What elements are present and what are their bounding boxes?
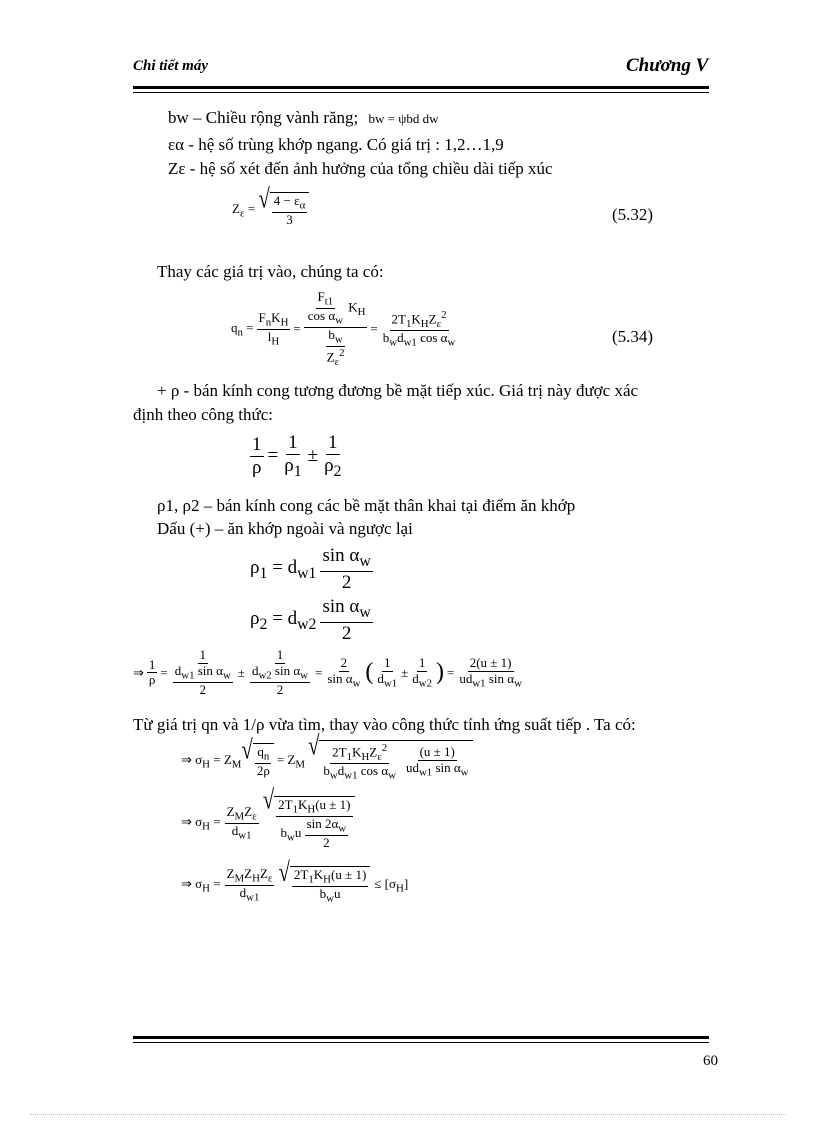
header-rule-thin [133,92,709,93]
header-right-chapter: Chương V [626,55,709,76]
rho12-definition: ρ1, ρ2 – bán kính cong các bề mặt thân khai tại điểm ăn khớp [157,496,576,515]
bw-definition-text: bw – Chiều rộng vành răng; [168,108,359,127]
footer-rule-thick [133,1036,709,1039]
sigma-formula-3: ⇒ $\sigma_H$ = $\frac{Z_MZ_HZ_\varepsilon}{d_{w1}}$ √ $\frac{2T_1K_H(u \pm 1)}{b_wu}$ ≤ $[\sigma_H]$ [181,857,409,905]
sqrt-symbol: √ $\frac{4 - \varepsilon_\alpha}{3}$ [258,192,309,228]
sigma-formula-2: ⇒ $\sigma_H$ = $\frac{Z_MZ_\varepsilon}{d_{w1}}$ √ $2T_1K_H(u \pm 1)$ $b_wu$ $\frac{\sin 2\alpha_w}{2}$ [181,796,355,851]
qn-formula: $q_n$ = $\frac{F_nK_H}{l_H}$ = $\frac{F_{t1}}{\cos \alpha_w}$ $K_H$ $\frac{b_w}{Z_\varepsilon^2}$ = $\frac{2T_1K_HZ_\varepsilon^2}{b_wd_{w1} \cos \alpha_w}$ [231,289,456,369]
from-values-text: Từ giá trị qn và 1/ρ vừa tìm, thay vào công thức tính ứng suất tiếp . Ta có: [133,715,636,734]
sign-definition: Dấu (+) – ăn khớp ngoài và ngược lại [157,519,413,538]
rho2-formula: $\rho_2 = d_{w2}$ $\frac{\sin \alpha_w}{2}$ [250,596,371,644]
z-epsilon-formula-text [0,0,1,1]
rho1-formula: $\rho_1 = d_{w1}$ $\frac{\sin \alpha_w}{2}$ [250,545,371,593]
rho-definition-line1: + ρ - bán kính cong tương đương bề mặt tiếp xúc. Giá trị này được xác [157,381,639,400]
z-epsilon-lhs: $Z_\varepsilon$ = [232,200,259,220]
page-bottom-dotted-line [30,1114,786,1115]
rho-definition-line2: định theo công thức: [133,405,273,424]
equation-number-532: (5.32) [612,205,654,224]
inverse-rho-formula: $\frac{1}{\rho}$ = $\frac{1}{\rho_1}$ ± $\frac{1}{\rho_2}$ [252,432,342,480]
z-epsilon-formula [232,184,309,228]
sigma-formula-1: ⇒ $\sigma_H = Z_M$ √ $\frac{q_n}{2\rho}$ = $Z_M$ √ $\frac{2T_1K_HZ_\varepsilon^2}{b_wd_{w1} \cos \alpha_w}$ $\frac{(u \pm 1)}{ud_{w1} \sin \alpha_w}$ [181,740,473,782]
inverse-rho-expanded-formula: ⇒ $\frac{1}{\rho}$ = $\frac{1}{\frac{d_{w1} \sin \alpha_w}{2}}$ ± $\frac{1}{\frac{d_{w2} \sin \alpha_w}{2}}$ = $\frac{2}{\sin \alpha_w}$ ( $\frac{1}{d_{w1}}$ ± $\frac{1}{d_{w2}}$ ) = $\frac{2(u \pm 1)}{ud_{w1} \sin \alpha_w}$ [133,647,522,697]
header-rule-thick [133,86,709,89]
page-number: 60 [703,1053,718,1069]
epsilon-definition: εα - hệ số trùng khớp ngang. Có giá trị : 1,2…1,9 [168,135,504,154]
footer-rule-thin [133,1042,709,1043]
header-left-title: Chi tiết máy [133,58,208,74]
z-epsilon-definition: Zε - hệ số xét đến ảnh hưởng của tổng chiều dài tiếp xúc [168,159,553,178]
bw-formula: bw = ψbd dw [368,111,439,126]
substitute-text: Thay các giá trị vào, chúng ta có: [157,262,384,281]
bw-definition [168,108,439,128]
equation-number-534: (5.34) [612,327,654,346]
